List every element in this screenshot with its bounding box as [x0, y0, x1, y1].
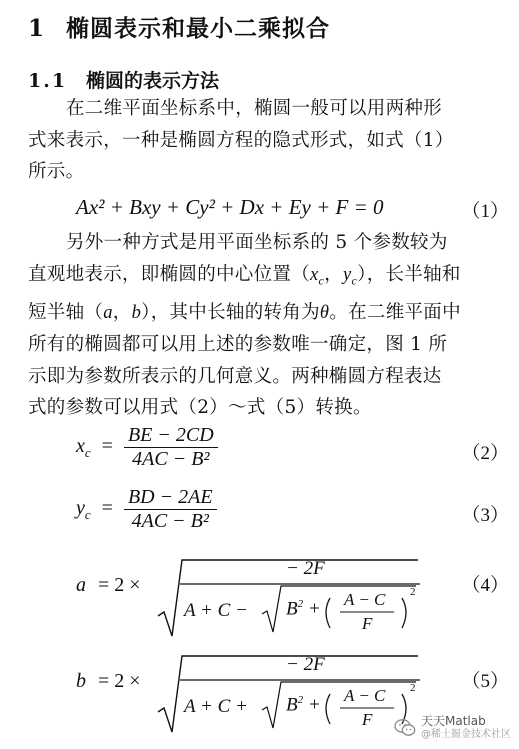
para-line: 式来表示，一种是椭圆方程的隐式形式，如式（1）	[28, 129, 454, 151]
equation-1	[76, 195, 384, 220]
para-line: 示即为参数所表示的几何意义。两种椭圆方程表达	[28, 365, 442, 387]
equation-5-lhs: b	[76, 670, 86, 692]
wechat-icon	[394, 718, 416, 738]
section-heading	[28, 10, 330, 43]
equation-4-den-start: A + C −	[184, 600, 248, 621]
equation-4-number: （4）	[461, 575, 509, 596]
watermark	[394, 715, 511, 741]
symbol-sub: c	[351, 273, 358, 288]
equation-3: $y_c$ = $\frac{BD - 2AE}{\text{4AC − B²}}$	[76, 486, 217, 533]
equation-2: $x_c$ = $\frac{BE - 2CD}{\text{4AC − B²}}$	[76, 424, 218, 471]
equation-3-lhs-sub: c	[84, 507, 91, 523]
equation-3-number: （3）	[461, 505, 509, 526]
equation-3-fraction	[124, 486, 217, 533]
text-run: 直观地表示，即椭圆的中心位置（	[28, 263, 311, 285]
subsection-number: 1.1	[28, 70, 68, 92]
symbol-sub: c	[318, 273, 325, 288]
para-line	[28, 297, 512, 330]
subsection-title: 椭圆的表示方法	[86, 70, 220, 92]
symbol-theta: θ	[319, 302, 330, 323]
symbol-b: b	[131, 302, 142, 323]
subsection-heading	[28, 66, 219, 93]
para-line: 所示。	[28, 161, 85, 182]
equation-5: b = 2 × − 2F A + C + $B^2$ + A − C F 2	[76, 652, 436, 734]
paragraph-intro	[28, 93, 512, 188]
para-line: 所有的椭圆都可以用上述的参数唯一确定，图 1 所	[28, 334, 448, 356]
para-line: 在二维平面坐标系中，椭圆一般可以用两种形	[66, 98, 443, 119]
equation-2-lhs-sub: c	[84, 445, 91, 461]
para-line: 另外一种方式是用平面坐标系的 5 个参数较为	[66, 232, 448, 253]
symbol-a: a	[103, 302, 113, 323]
equation-4-lhs: a	[76, 574, 86, 596]
equation-2-denominator: 4AC − B²	[132, 448, 210, 471]
equation-1-number: （1）	[461, 201, 509, 222]
symbol-x: x	[310, 264, 319, 285]
equation-5-inner-numerator: A − C	[344, 686, 386, 705]
text-run: ，	[324, 263, 343, 285]
equation-5-number: （5）	[461, 671, 509, 692]
para-line	[28, 259, 512, 297]
equation-1-body: Ax² + Bxy + Cy² + Dx + Ey + F = 0	[76, 195, 384, 219]
equation-5-numerator: − 2F	[286, 654, 325, 675]
symbol-y: y	[342, 264, 352, 285]
equation-2-numerator: BE − 2CD	[127, 424, 214, 446]
equation-5-den-start: A + C +	[184, 696, 248, 717]
equation-5-prefix: = 2 ×	[98, 670, 141, 692]
text-run: ，	[112, 301, 132, 323]
paragraph-parameters	[28, 227, 512, 424]
equation-4-numerator: − 2F	[286, 558, 325, 579]
equation-4-inner-denominator: F	[362, 614, 373, 633]
text-run: ），长半轴和	[357, 263, 461, 285]
para-line: 式的参数可以用式（2）～式（5）转换。	[28, 397, 372, 419]
equation-2-fraction	[124, 424, 218, 471]
section-title: 椭圆表示和最小二乘拟合	[66, 15, 330, 42]
equation-4-inner-numerator: A − C	[344, 590, 386, 609]
equation-3-denominator: 4AC − B²	[131, 510, 209, 533]
equation-4-prefix: = 2 ×	[98, 574, 141, 596]
equation-3-numerator: BD − 2AE	[127, 486, 213, 508]
text-run: 短半轴（	[28, 301, 104, 323]
watermark-main: 天天Matlab	[421, 714, 486, 728]
equation-2-lhs: x	[76, 435, 85, 458]
equation-5-inner-denominator: F	[362, 710, 373, 729]
text-run: 。在二维平面中	[329, 301, 461, 323]
equation-4: a = 2 × − 2F A + C − $B^2$ + A − C F 2	[76, 556, 436, 638]
equation-3-lhs: y	[76, 497, 85, 520]
watermark-sub: @稀土掘金技术社区	[421, 729, 511, 740]
equation-2-number: （2）	[461, 443, 509, 464]
text-run: ），其中长轴的转角为	[141, 301, 320, 323]
section-number: 1	[28, 15, 46, 42]
